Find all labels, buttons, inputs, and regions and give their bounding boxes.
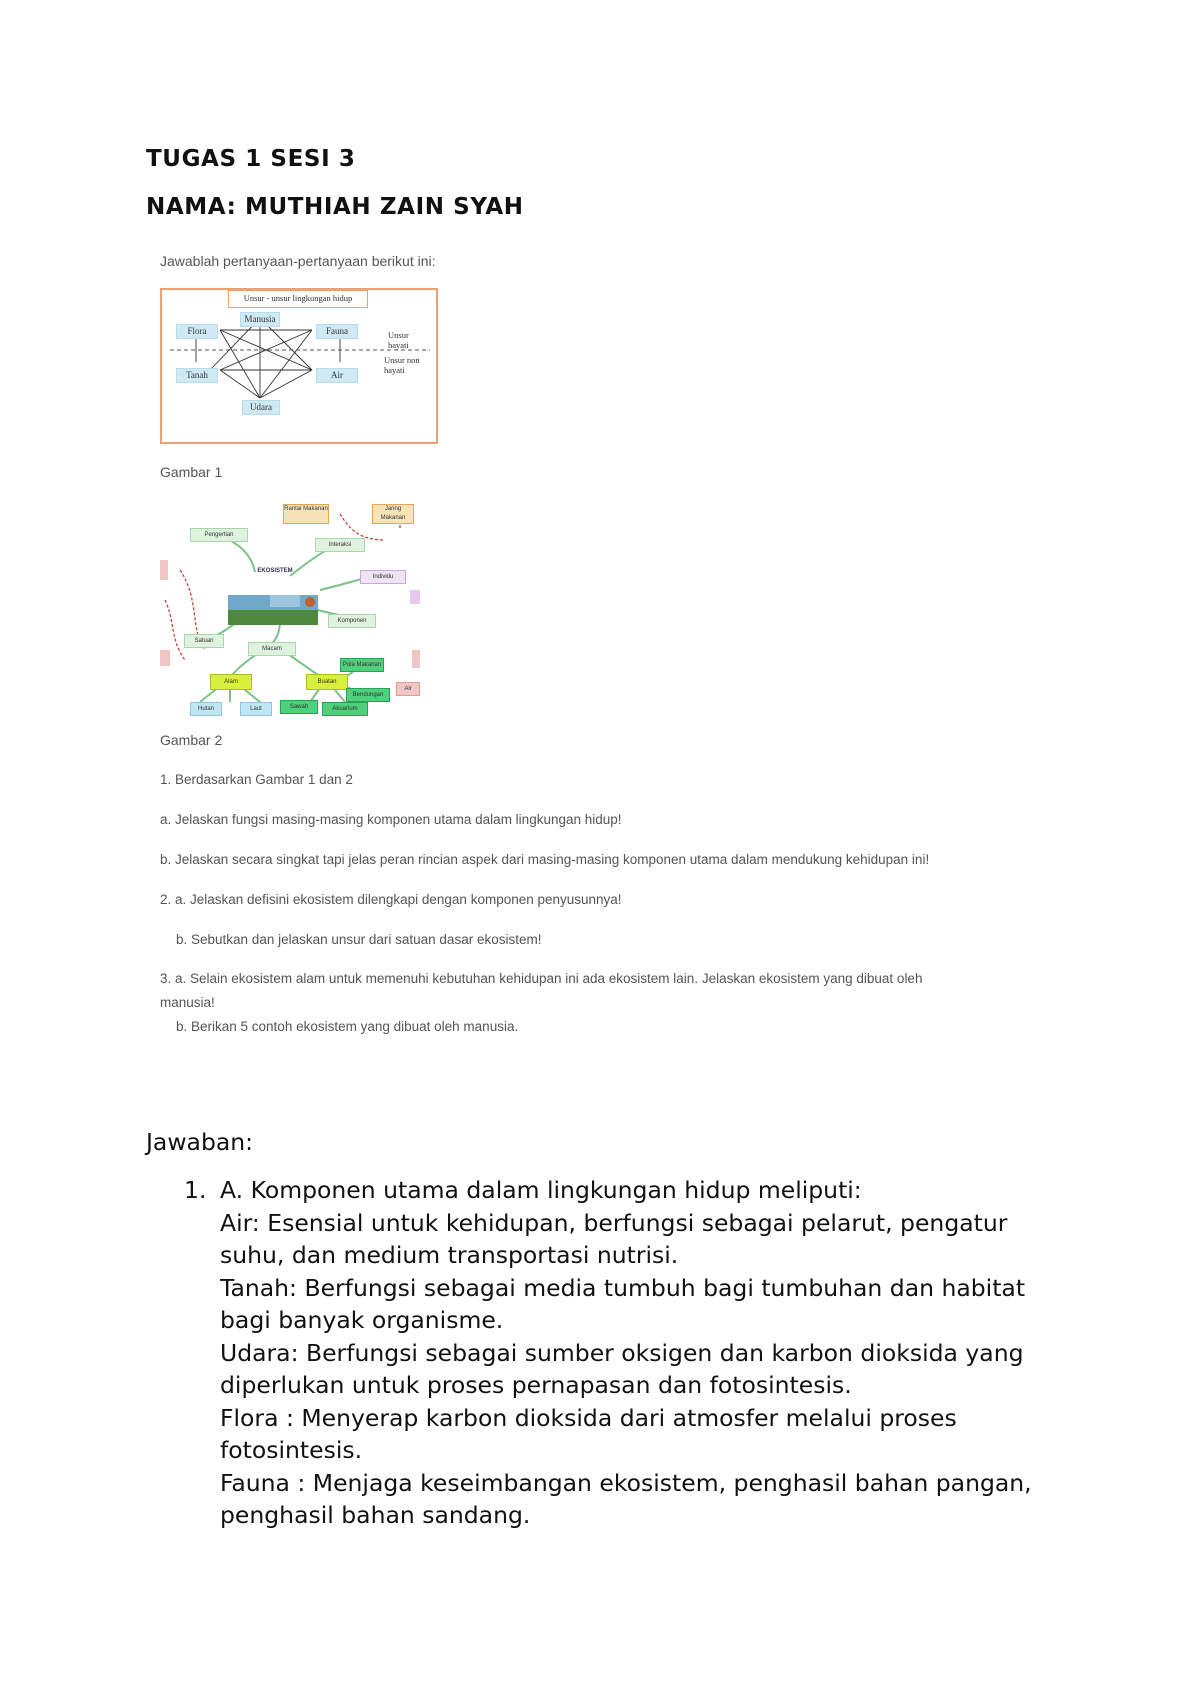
figure-2 [160,500,420,716]
figure-1 [160,288,438,444]
answer-heading: Jawaban: [146,1128,254,1156]
mm-hutan: Hutan [190,702,222,716]
answer-body [220,1174,1100,1532]
node-fauna: Fauna [316,324,358,339]
answer-line: suhu, dan medium transportasi nutrisi. [220,1241,679,1269]
node-tanah: Tanah [176,368,218,383]
mm-alam: Alam [210,674,252,690]
mm-macam: Macam [248,642,296,656]
mm-bendungan: Bendungan [346,688,390,702]
answer-line: bagi banyak organisme. [220,1306,504,1334]
figure-1-title: Unsur - unsur lingkungan hidup [228,290,368,308]
mm-pola: Pola Makanan [340,658,384,672]
question-2a: 2. a. Jelaskan defisini ekosistem dilengkapi dengan komponen penyusunnya! [160,892,622,907]
mm-jaring: Jaring Makanan [372,504,414,524]
mm-laut: Laut [240,702,272,716]
task-intro: Jawablah pertanyaan-pertanyaan berikut ini: [160,253,436,269]
mm-interaksi: Interaksi [315,538,365,552]
answer-line: Tanah: Berfungsi sebagai media tumbuh bagi tumbuhan dan habitat [220,1273,1026,1302]
mm-satuan: Satuan [184,634,224,648]
figure-2-caption: Gambar 2 [160,732,223,748]
student-name: NAMA: MUTHIAH ZAIN SYAH [146,194,524,220]
answer-line: Air: Esensial untuk kehidupan, berfungsi sebagai pelarut, pengatur [220,1208,1008,1237]
answer-line: penghasil bahan sandang. [220,1501,531,1529]
node-manusia: Manusia [240,312,280,327]
node-air: Air [316,368,358,383]
question-2b: b. Sebutkan dan jelaskan unsur dari satuan dasar ekosistem! [176,932,542,947]
mm-sawah: Sawah [280,700,318,714]
mm-ekosistem: EKOSISTEM [257,568,293,574]
mm-komponen: Komponen [328,614,376,628]
answer-line: diperlukan untuk proses pernapasan dan fotosintesis. [220,1371,852,1399]
mm-individu: Individu [360,570,406,584]
question-1a: a. Jelaskan fungsi masing-masing komponen utama dalam lingkungan hidup! [160,812,622,827]
mm-air: Air [396,682,420,696]
page-title: TUGAS 1 SESI 3 [146,146,356,172]
answer-line: Udara: Berfungsi sebagai sumber oksigen dan karbon dioksida yang [220,1338,1024,1367]
question-3a: 3. a. Selain ekosistem alam untuk memenuhi kebutuhan kehidupan ini ada ekosistem lain. Jelaskan ekosistem yang dibuat oleh [160,971,923,986]
mm-pengertian: Pengertian [190,528,248,542]
answer-line: A. Komponen utama dalam lingkungan hidup meliputi: [220,1176,862,1204]
question-3a-cont: manusia! [160,995,215,1010]
question-1b: b. Jelaskan secara singkat tapi jelas peran rincian aspek dari masing-masing komponen utama dalam mendukung kehidupan ini! [160,852,930,867]
question-1: 1. Berdasarkan Gambar 1 dan 2 [160,772,353,787]
node-flora: Flora [176,324,218,339]
question-3b: b. Berikan 5 contoh ekosistem yang dibuat oleh manusia. [176,1019,519,1034]
answer-line: Fauna : Menjaga keseimbangan ekosistem, penghasil bahan pangan, [220,1468,1032,1497]
figure-1-caption: Gambar 1 [160,464,223,480]
answer-line: fotosintesis. [220,1436,363,1464]
label-hayati: Unsur hayati [388,330,409,350]
answer-line: Flora : Menyerap karbon dioksida dari atmosfer melalui proses [220,1403,957,1432]
node-udara: Udara [242,400,280,415]
answer-number: 1. [184,1176,207,1204]
mm-buatan: Buatan [306,674,348,690]
label-non-hayati: Unsur non hayati [384,355,420,375]
mm-akuarium: Akuarium [322,702,368,716]
mm-rantai: Rantai Makanan [283,504,329,524]
